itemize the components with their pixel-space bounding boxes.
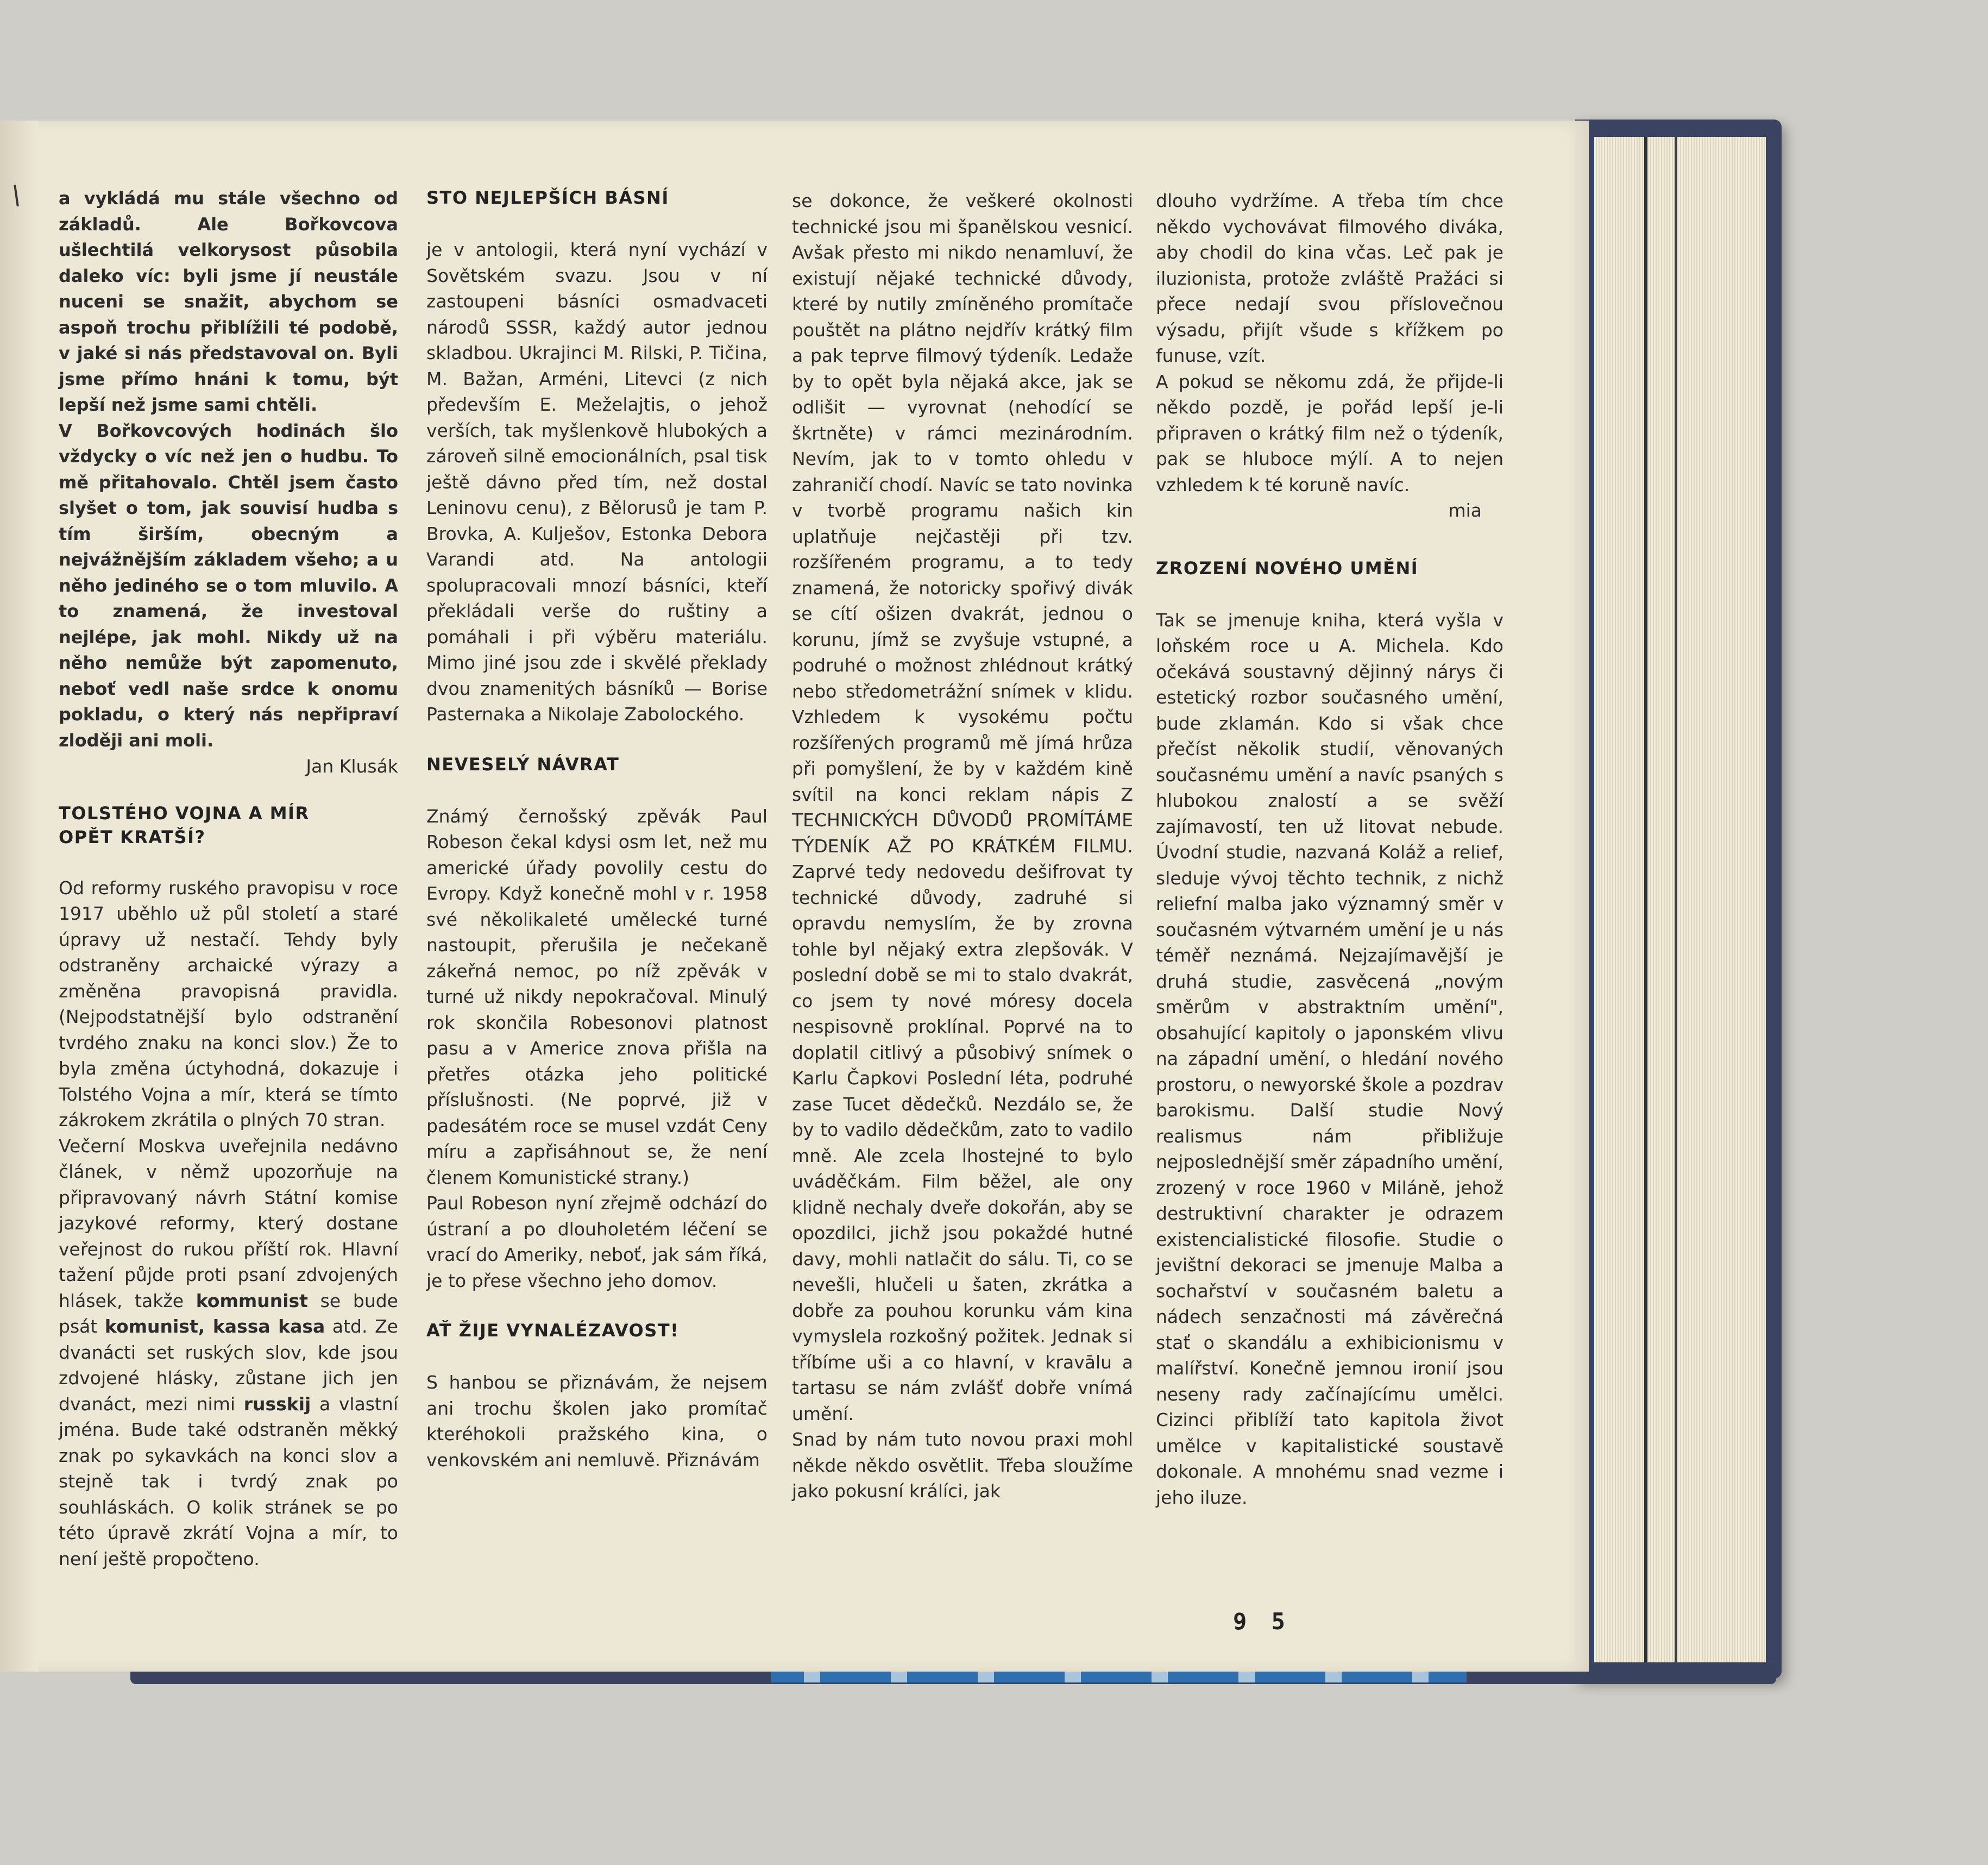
paragraph: se dokonce, že veškeré okolnosti technické jsou mi španělskou vesnicí. Avšak přesto mi nikdo nenamluví, že existují nějaké technické důvody, které by nutily zmíněného promítače pouštět na plátno nejdřív krátký film a pak teprve filmový týdeník. Ledaže by to opět byla nějaká akce, jak se odlišit — vyrovnat (nehodící se škrtněte) v rámci mezinárodním. Nevím, jak to v tomto ohledu v zahraničí chodí. Navíc se tato novinka v tvorbě programu našich kin uplatňuje nejčastěji při tzv. rozšířeném programu, a to tedy znamená, že notoricky spořivý divák se cítí ošizen dvakrát, jednou o korunu, jímž se zvyšuje vstupné, a podruhé o možnost zhlédnout krátký nebo středometrážní snímek v klidu. Vzhledem k vysokému počtu rozšířených programů mě jímá hrůza při pomyšlení, že by v každém kině svítil na konci reklam nápis Z TECHNICKÝCH DŮVODŮ PROMÍTÁME TÝDENÍK AŽ PO KRÁTKÉM FILMU. Zaprvé tedy nedovedu dešifrovat ty technické důvody, zadruhé si opravdu nemyslím, že by zrovna tohle byl nějaký extra zlepšovák. V poslední době se mi to stalo dvakrát, co jsem ty nové móresy docela nespisovně proklínal. Poprvé na to doplatil citlivý a působivý snímek o Karlu Čapkovi Poslední léta, podruhé zase Tucet dědečků. Nezdálo se, že by to vadilo dědečkům, zato to vadilo mně. Ale zcela lhostejné to bylo uváděčkám. Film běžel, ale ony klidně nechaly dveře dokořán, aby se opozdilci, jichž jsou pokaždé hutné davy, mohli natlačit do sálu. Ti, co se nevešli, hlučeli u šaten, zkrátka a dobře za pouhou korunku vám kina vymyslela rozkošný požitek. Jednak si tříbíme uši a co hlavní, v kravālu a tartasu se nám zvlášť dobře vnímá umění. [792,190,1133,1424]
paragraph: A pokud se někomu zdá, že přijde-li někdo pozdě, je pořád lepší je-li připraven o krátký film než o týdeník, pak se hluboce mýlí. A to nejen vzhledem k té koruně navíc. [1156,371,1503,495]
column-1 [59,186,398,1572]
paragraph: Známý černošský zpěvák Paul Robeson čekal kdysi osm let, než mu americké úřady povolily cestu do Evropy. Když konečně mohl v r. 1958 své několikaleté umělecké turné nastoupit, přerušila je nečekaně zákeřná nemoc, po níž zpěvák v turné už nikdy nepokračoval. Minulý rok skončila Robesonovi platnost pasu a v Americe znova přišla na přetřes otázka jeho politické příslušnosti. (Ne poprvé, již v padesátém roce se musel vzdát Ceny míru a zapřisáhnout se, že není členem Komunistické strany.) [426,805,767,1188]
page-number: 9 5 [1233,1608,1291,1635]
underlying-page-strip [771,1671,1467,1682]
column-3 [792,188,1133,1504]
article-heading: STO NEJLEPŠÍCH BÁSNÍ [426,187,669,208]
paragraph: je v antologii, která nyní vychází v Sovětském svazu. Jsou v ní zastoupeni básníci osmadvaceti národů SSSR, každý autor jednou skladbou. Ukrajinci M. Rilski, P. Tičina, M. Bažan, Arméni, Litevci (z nich především E. Meželajtis, o jehož verších, tak myšlenkově hlubokých a zároveň silně emocionálních, psal tisk ještě dávno před tím, než dostal Leninovu cenu), z Bělorusů je tam P. Brovka, A. Kulješov, Estonka Debora Varandi atd. Na antologii spolupracovali mnozí básníci, kteří překládali verše do ruštiny a pomáhali i při výběru materiálu. Mimo jiné jsou zde i skvělé překlady dvou znamenitých básníků — Borise Pasternaka a Nikolaje Zabolockého. [426,239,767,725]
bold-word: komunist, kassa kasa [104,1316,325,1337]
magazine-page [0,121,1589,1672]
column-2 [426,186,767,1473]
article-heading: TOLSTÉHO VOJNA A MÍR OPĚT KRATŠÍ? [59,802,310,847]
paragraph: Tak se jmenuje kniha, která vyšla v loňském roce u A. Michela. Kdo očekává soustavný dějinný nárys či estetický rozbor současného umění, bude zklamán. Kdo si však chce přečíst několik studií, věnovaných současnému umění a navíc psaných s hlubokou znalostí a se svěží zajímavostí, ten už litovat nebude. Úvodní studie, nazvaná Koláž a relief, sleduje vývoj těchto technik, z nichž reliefní malba jako významný směr v současném výtvarném umění je u nás téměř neznámá. Nejzajímavější je druhá studie, zasvěcená „novým směrům v abstraktním umění", obsahující kapitoly o japonském vlivu na západní umění, o hledání nového prostoru, o newyorské škole a pozdrav barokismu. Další studie Nový realismus nám přibližuje nejposlednější směr západního umění, zrozený v roce 1960 v Miláně, jehož destruktivní charakter je odrazem existencialistické filosofie. Studie o jevištní dekoraci se jmenuje Malba a sochařství v současném baletu a nádech senzačnosti má závěrečná stať o skandálu a exhibicionismu v malířství. Konečně jemnou ironií jsou neseny rady začínajícímu umělci. Cizinci přiblíží tato kapitola život umělce v kapitalistické soustavě dokonale. A mnohému snad vezme i jeho iluze. [1156,609,1503,1508]
signature: Jan Klusák [306,756,398,777]
text-span: se bude psát [59,1290,398,1337]
bold-word: kommunist [196,1290,308,1311]
paragraph: Snad by nám tuto novou praxi mohl někde někdo osvětlit. Třeba sloužíme jako pokusní králíci, jak [792,1429,1133,1502]
page-seam [1675,137,1677,1663]
paragraph: V Bořkovcových hodinách šlo vždycky o víc než jen o hudbu. To mě přitahovalo. Chtěl jsem často slyšet o tom, jak souvisí hudba s tím širším, obecným a nejvážnějším základem všeho; a u něho jediného se o tom mluvilo. A to znamená, že investoval nejlépe, jak mohl. Nikdy už na něho nemůže být zapomenuto, neboť vedl naše srdce k onomu pokladu, o který nás nepřipraví zloději ani moli. [59,420,398,751]
article-heading: AŤ ŽIJE VYNALÉZAVOST! [426,1320,680,1341]
page-seam [1644,137,1647,1663]
text-span: Večerní Moskva uveřejnila nedávno článek, v němž upozorňuje na připravovaný návrh Státní komise jazykové reformy, který dostane veřejnost do rukou příští rok. Hlavní tažení půjde proti psaní zdvojených hlásek, takže [59,1135,398,1311]
paragraph [59,1133,398,1572]
intro-paragraph: a vykládá mu stále všechno od základů. Ale Bořkovcova ušlechtilá velkorysost působila daleko víc: byli jsme jí neustále nuceni se snažit, abychom se aspoň trochu přiblížili té podobě, v jaké si nás představoval on. Byli jsme přímo hnáni k tomu, být lepší než jsme sami chtěli. [59,188,398,415]
paragraph: dlouho vydržíme. A třeba tím chce někdo vychovávat filmového diváka, aby chodil do kina včas. Leč pak je iluzionista, protože zvláště Pražáci si přece nedají svou příslovečnou výsadu, přijít všude s křížkem po funuse, vzít. [1156,190,1503,366]
article-heading: ZROZENÍ NOVÉHO UMĚNÍ [1156,557,1419,579]
page-gutter-shadow [0,121,38,1672]
bold-word: russkij [243,1393,311,1415]
signature: mia [1448,500,1482,521]
paragraph: S hanbou se přiznávám, že nejsem ani trochu školen jako promítač kteréhokoli pražského kina, o venkovském ani nemluvě. Přiznávám [426,1372,767,1471]
paragraph: Od reformy ruského pravopisu v roce 1917 uběhlo už půl století a staré úpravy už nestačí. Tehdy byly odstraněny archaické výrazy a změněna pravopisná pravidla. (Nejpodstatnější bylo odstranění tvrdého znaku na konci slov.) Že to byla změna úctyhodná, dokazuje i Tolstého Vojna a mír, která se tímto zákrokem zkrátila o plných 70 stran. [59,877,398,1131]
column-4 [1156,188,1503,1510]
paragraph: Paul Robeson nyní zřejmě odchází do ústraní a po dlouholetém léčení se vrací do Ameriky, neboť, jak sám říká, je to přese všechno jeho domov. [426,1192,767,1291]
page-edges [1594,137,1766,1663]
text-span: a vlastní jména. Bude také odstraněn měkký znak po sykavkách na konci slov a stejně tak i tvrdý znak po souhláskách. O kolik stránek se po této úpravě zkrátí Vojna a mír, to není ještě propočteno. [59,1393,398,1569]
text-span: atd. Ze dvanácti set ruských slov, kde jsou zdvojené hlásky, zůstane jich jen dvanáct, mezi nimi [59,1316,398,1415]
article-heading: NEVESELÝ NÁVRAT [426,753,620,775]
